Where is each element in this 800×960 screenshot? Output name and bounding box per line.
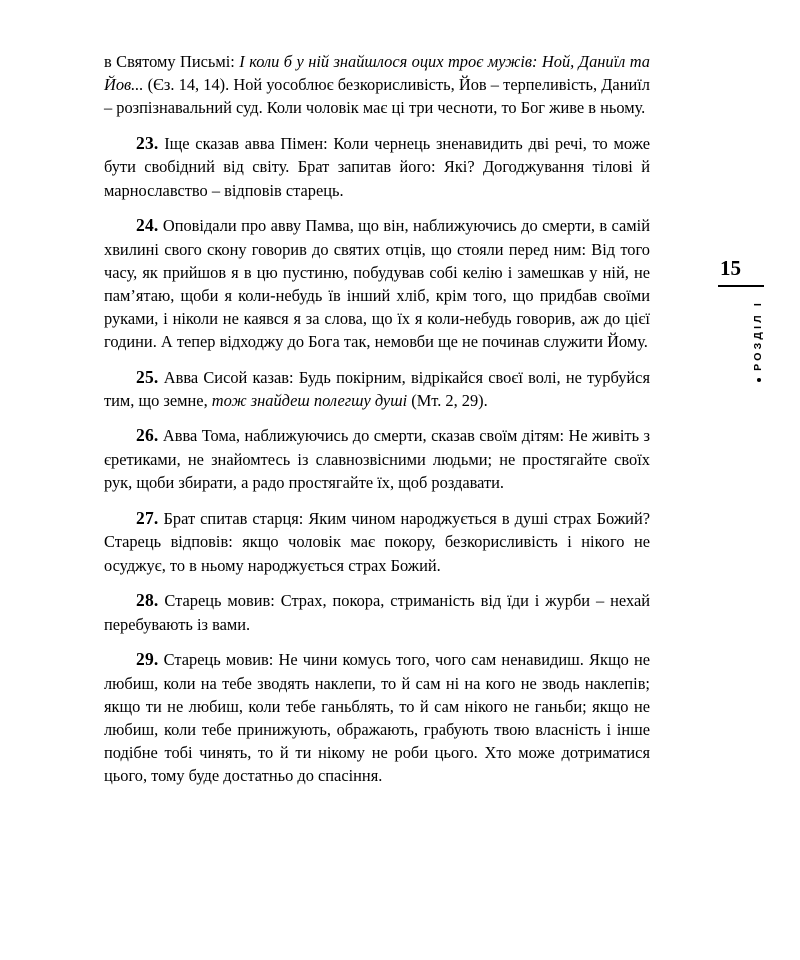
- paragraph-item-27: [104, 506, 650, 577]
- paragraph-item-23: [104, 131, 650, 202]
- page-number: 15: [720, 256, 741, 280]
- scripture-quote: І коли б у ній знайшлося оцих троє мужів: Ной, Даниїл та Йов...: [104, 52, 650, 95]
- paragraph-text: Брат спитав старця: Яким чином народжується в душі страх Божий? Старець відповів: якщо чоловік має покору, безкорисливість і нікого не осуджує, то в ньому народжується страх Божий.: [104, 508, 650, 575]
- paragraph-number: 25.: [136, 366, 159, 387]
- paragraph-text: (Єз. 14, 14). Ной уособлює безкорисливість, Йов – терпеливість, Даниїл – розпізнавальний суд. Коли чоловік має ці три чесноти, то Бог живе в ньому.: [104, 75, 650, 118]
- paragraph-number: 23.: [136, 132, 159, 153]
- scripture-quote: тож знайдеш полегшу душі: [211, 391, 408, 411]
- paragraph-item-26: [104, 423, 650, 494]
- paragraph-text: Оповідали про авву Памва, що він, наближуючись до смерти, в самій хвилині свого скону говорив до святих отців, що стояли перед ним: Від того часу, як прийшов я в цю пустиню, побудував собі келію і замешкав у ній, не пам’ятаю, щоби я коли-небудь їв інший хліб, крім того, що придбав своїми руками, і ніколи не каявся я за слова, що їх я коли-небудь говорив, аж до цієї години. А тепер відходжу до Бога так, немовби ще не починав служити Йому.: [104, 215, 650, 352]
- paragraph-number: 29.: [136, 648, 159, 669]
- paragraph-text: Старець мовив: Не чини комусь того, чого сам ненавидиш. Якщо не любиш, коли на тебе зводять наклепи, то й сам ні на кого не зводь наклепів; якщо ти не любиш, коли тебе ганьблять, то й сам нікого не ганьби; якщо не любиш, коли тебе принижують, ображають, грабують твою власність і інше подібне тобі чинять, то й ти нікому не роби цього. Хто може дотриматися цього, тому буде достатньо до спасіння.: [104, 649, 650, 786]
- folio-rule: [718, 285, 764, 287]
- paragraph-item-29: [104, 647, 650, 788]
- paragraph-text: Авва Сисой казав: Будь покірним, відрікайся своєї волі, не турбуйся тим, що земне,: [104, 367, 650, 411]
- paragraph-item-28: [104, 588, 650, 636]
- side-label-dot: [757, 378, 761, 382]
- paragraph-item-24: [104, 213, 650, 354]
- paragraph-number: 27.: [136, 507, 159, 528]
- body-text-column: [104, 50, 650, 788]
- paragraph-text: (Мт. 2, 29).: [407, 391, 488, 411]
- paragraph-number: 28.: [136, 589, 159, 610]
- paragraph-item-25: [104, 365, 650, 413]
- paragraph-text: Старець мовив: Страх, покора, стриманість від їди і журби – нехай перебувають із вами.: [104, 590, 650, 634]
- paragraph-number: 26.: [136, 425, 159, 446]
- paragraph-text: Авва Тома, наближуючись до смерти, сказав своїм дітям: Не живіть з єретиками, не знайомтесь із славнозвісними людьми; не простягайте своїх рук, щоби збирати, а радо простягайте їх, щоб роздавати.: [104, 426, 650, 493]
- chapter-side-label: РОЗДІЛ І: [752, 300, 764, 371]
- paragraph-text: :: [230, 52, 240, 71]
- paragraph-text: Іще сказав авва Пімен: Коли чернець зненавидить дві речі, то може бути свобідний від світу. Брат запитав його: Які? Догоджування тілові й марнославство – відповів старець.: [104, 133, 650, 200]
- paragraph-continuation: [104, 50, 650, 120]
- paragraph-text: в Святому Письмі: [104, 52, 231, 71]
- page-folio-block: [716, 258, 772, 287]
- paragraph-number: 24.: [136, 214, 159, 235]
